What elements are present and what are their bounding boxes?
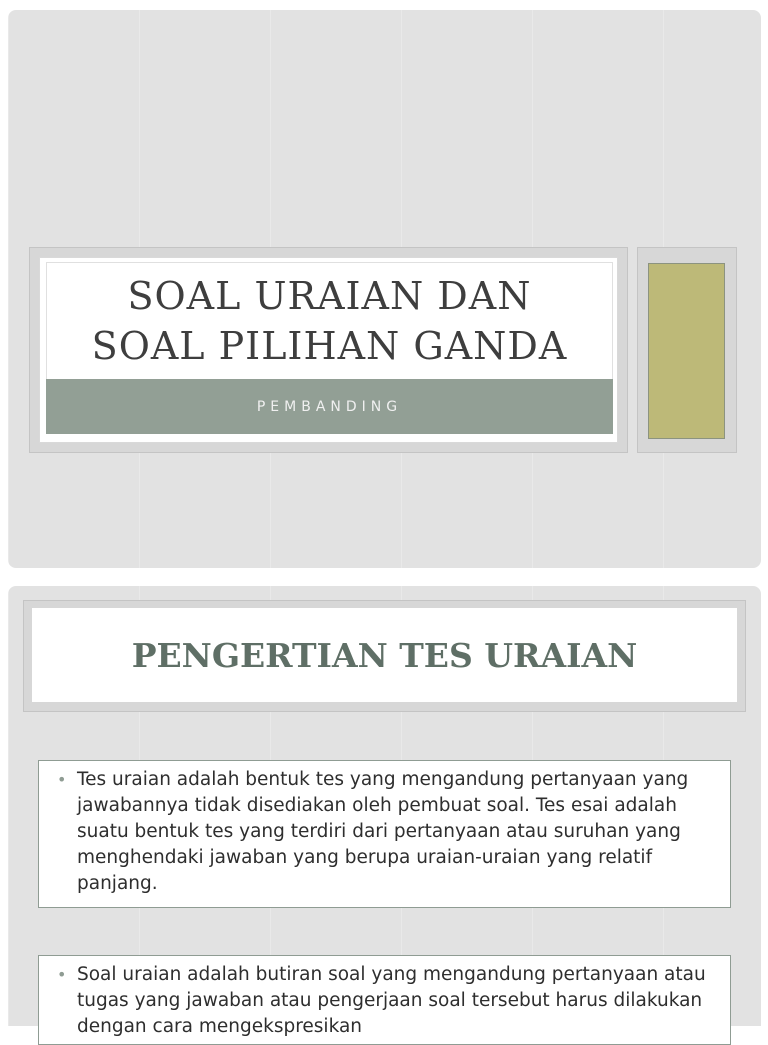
title-frame <box>29 247 628 453</box>
accent-frame <box>637 247 737 453</box>
heading-card <box>32 608 737 702</box>
title-line-2: SOAL PILIHAN GANDA <box>91 324 568 368</box>
bullet-icon: • <box>57 770 67 789</box>
bullet-box <box>38 955 731 1045</box>
title-line-1: SOAL URAIAN DAN <box>127 274 532 318</box>
accent-color-block <box>648 263 725 439</box>
content-slide <box>8 586 761 1037</box>
bullet-text: Soal uraian adalah butiran soal yang mengandung pertanyaan atau tugas yang jawaban atau pengerjaan soal tersebut harus dilakukan dengan cara mengekspresikan <box>77 964 706 1037</box>
bullet-text: Tes uraian adalah bentuk tes yang mengandung pertanyaan yang jawabannya tidak disediakan oleh pembuat soal. Tes esai adalah suatu bentuk tes yang terdiri dari pertanyaan atau suruhan yang menghendaki jawaban yang berupa uraian-uraian yang relatif panjang. <box>77 769 689 894</box>
slide-subtitle: PEMBANDING <box>256 398 403 415</box>
title-area <box>46 262 613 380</box>
bullet-icon: • <box>57 965 67 984</box>
bullet-item <box>57 962 718 1040</box>
title-card <box>39 257 618 443</box>
slide-heading: PENGERTIAN TES URAIAN <box>131 635 638 675</box>
slide-title <box>92 271 568 371</box>
subtitle-band <box>46 379 613 434</box>
heading-frame <box>23 600 746 712</box>
bullet-item <box>57 767 718 897</box>
title-slide <box>8 10 761 568</box>
bullet-box <box>38 760 731 908</box>
